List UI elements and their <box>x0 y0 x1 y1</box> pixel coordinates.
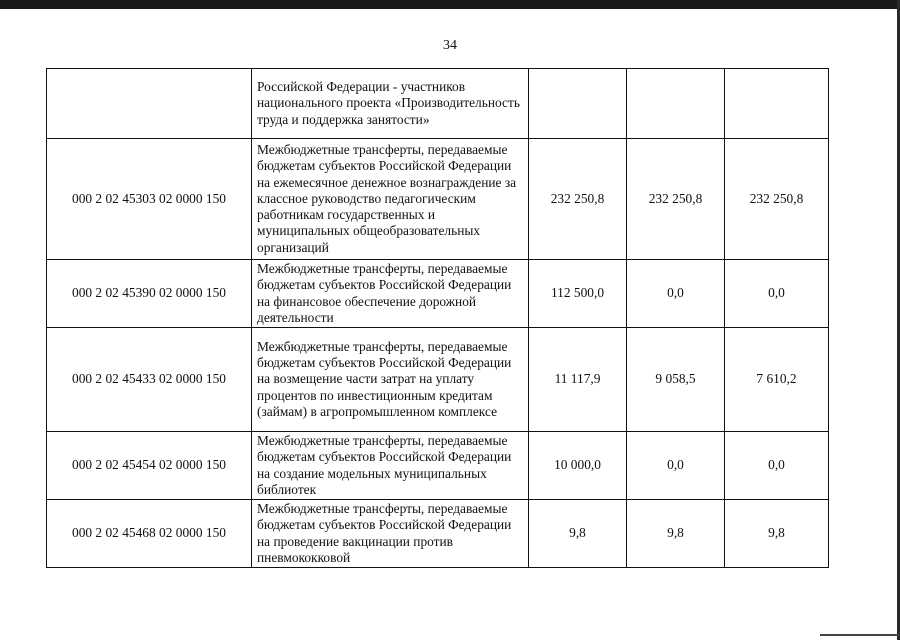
description-cell: Межбюджетные трансферты, передаваемые бюджетам субъектов Российской Федерации на возмещение части затрат на уплату процентов по инвестиционным кредитам (займам) в агропромышленном комплексе <box>252 328 529 432</box>
amount-year1-cell: 232 250,8 <box>529 139 627 260</box>
budget-code-cell: 000 2 02 45454 02 0000 150 <box>47 432 252 500</box>
amount-year3-cell: 7 610,2 <box>725 328 829 432</box>
amount-year3-cell <box>725 69 829 139</box>
table-row <box>47 432 829 500</box>
amount-year3-cell: 0,0 <box>725 260 829 328</box>
scan-top-border <box>0 0 900 9</box>
budget-code-cell: 000 2 02 45303 02 0000 150 <box>47 139 252 260</box>
amount-year2-cell: 0,0 <box>627 260 725 328</box>
scan-corner-mark <box>820 634 900 636</box>
budget-code-cell <box>47 69 252 139</box>
table-row <box>47 500 829 568</box>
amount-year1-cell: 11 117,9 <box>529 328 627 432</box>
table-row <box>47 69 829 139</box>
amount-year1-cell: 9,8 <box>529 500 627 568</box>
budget-code-cell: 000 2 02 45433 02 0000 150 <box>47 328 252 432</box>
budget-code-cell: 000 2 02 45468 02 0000 150 <box>47 500 252 568</box>
description-cell: Межбюджетные трансферты, передаваемые бюджетам субъектов Российской Федерации на создание модельных муниципальных библиотек <box>252 432 529 500</box>
amount-year3-cell: 0,0 <box>725 432 829 500</box>
amount-year1-cell: 112 500,0 <box>529 260 627 328</box>
amount-year2-cell: 232 250,8 <box>627 139 725 260</box>
amount-year1-cell <box>529 69 627 139</box>
description-cell: Межбюджетные трансферты, передаваемые бюджетам субъектов Российской Федерации на проведение вакцинации против пневмококковой <box>252 500 529 568</box>
amount-year3-cell: 9,8 <box>725 500 829 568</box>
amount-year2-cell: 9 058,5 <box>627 328 725 432</box>
table-row <box>47 139 829 260</box>
page-number: 34 <box>443 38 457 53</box>
amount-year1-cell: 10 000,0 <box>529 432 627 500</box>
budget-table <box>46 68 829 568</box>
amount-year3-cell: 232 250,8 <box>725 139 829 260</box>
budget-code-cell: 000 2 02 45390 02 0000 150 <box>47 260 252 328</box>
table-row <box>47 328 829 432</box>
amount-year2-cell: 9,8 <box>627 500 725 568</box>
amount-year2-cell <box>627 69 725 139</box>
amount-year2-cell: 0,0 <box>627 432 725 500</box>
table-row <box>47 260 829 328</box>
description-cell: Межбюджетные трансферты, передаваемые бюджетам субъектов Российской Федерации на финансовое обеспечение дорожной деятельности <box>252 260 529 328</box>
description-cell: Межбюджетные трансферты, передаваемые бюджетам субъектов Российской Федерации на ежемесячное денежное вознаграждение за классное руководство педагогическим работникам государственных и муниципальных общеобразовательных организаций <box>252 139 529 260</box>
description-cell: Российской Федерации - участников национального проекта «Производительность труда и поддержка занятости» <box>252 69 529 139</box>
